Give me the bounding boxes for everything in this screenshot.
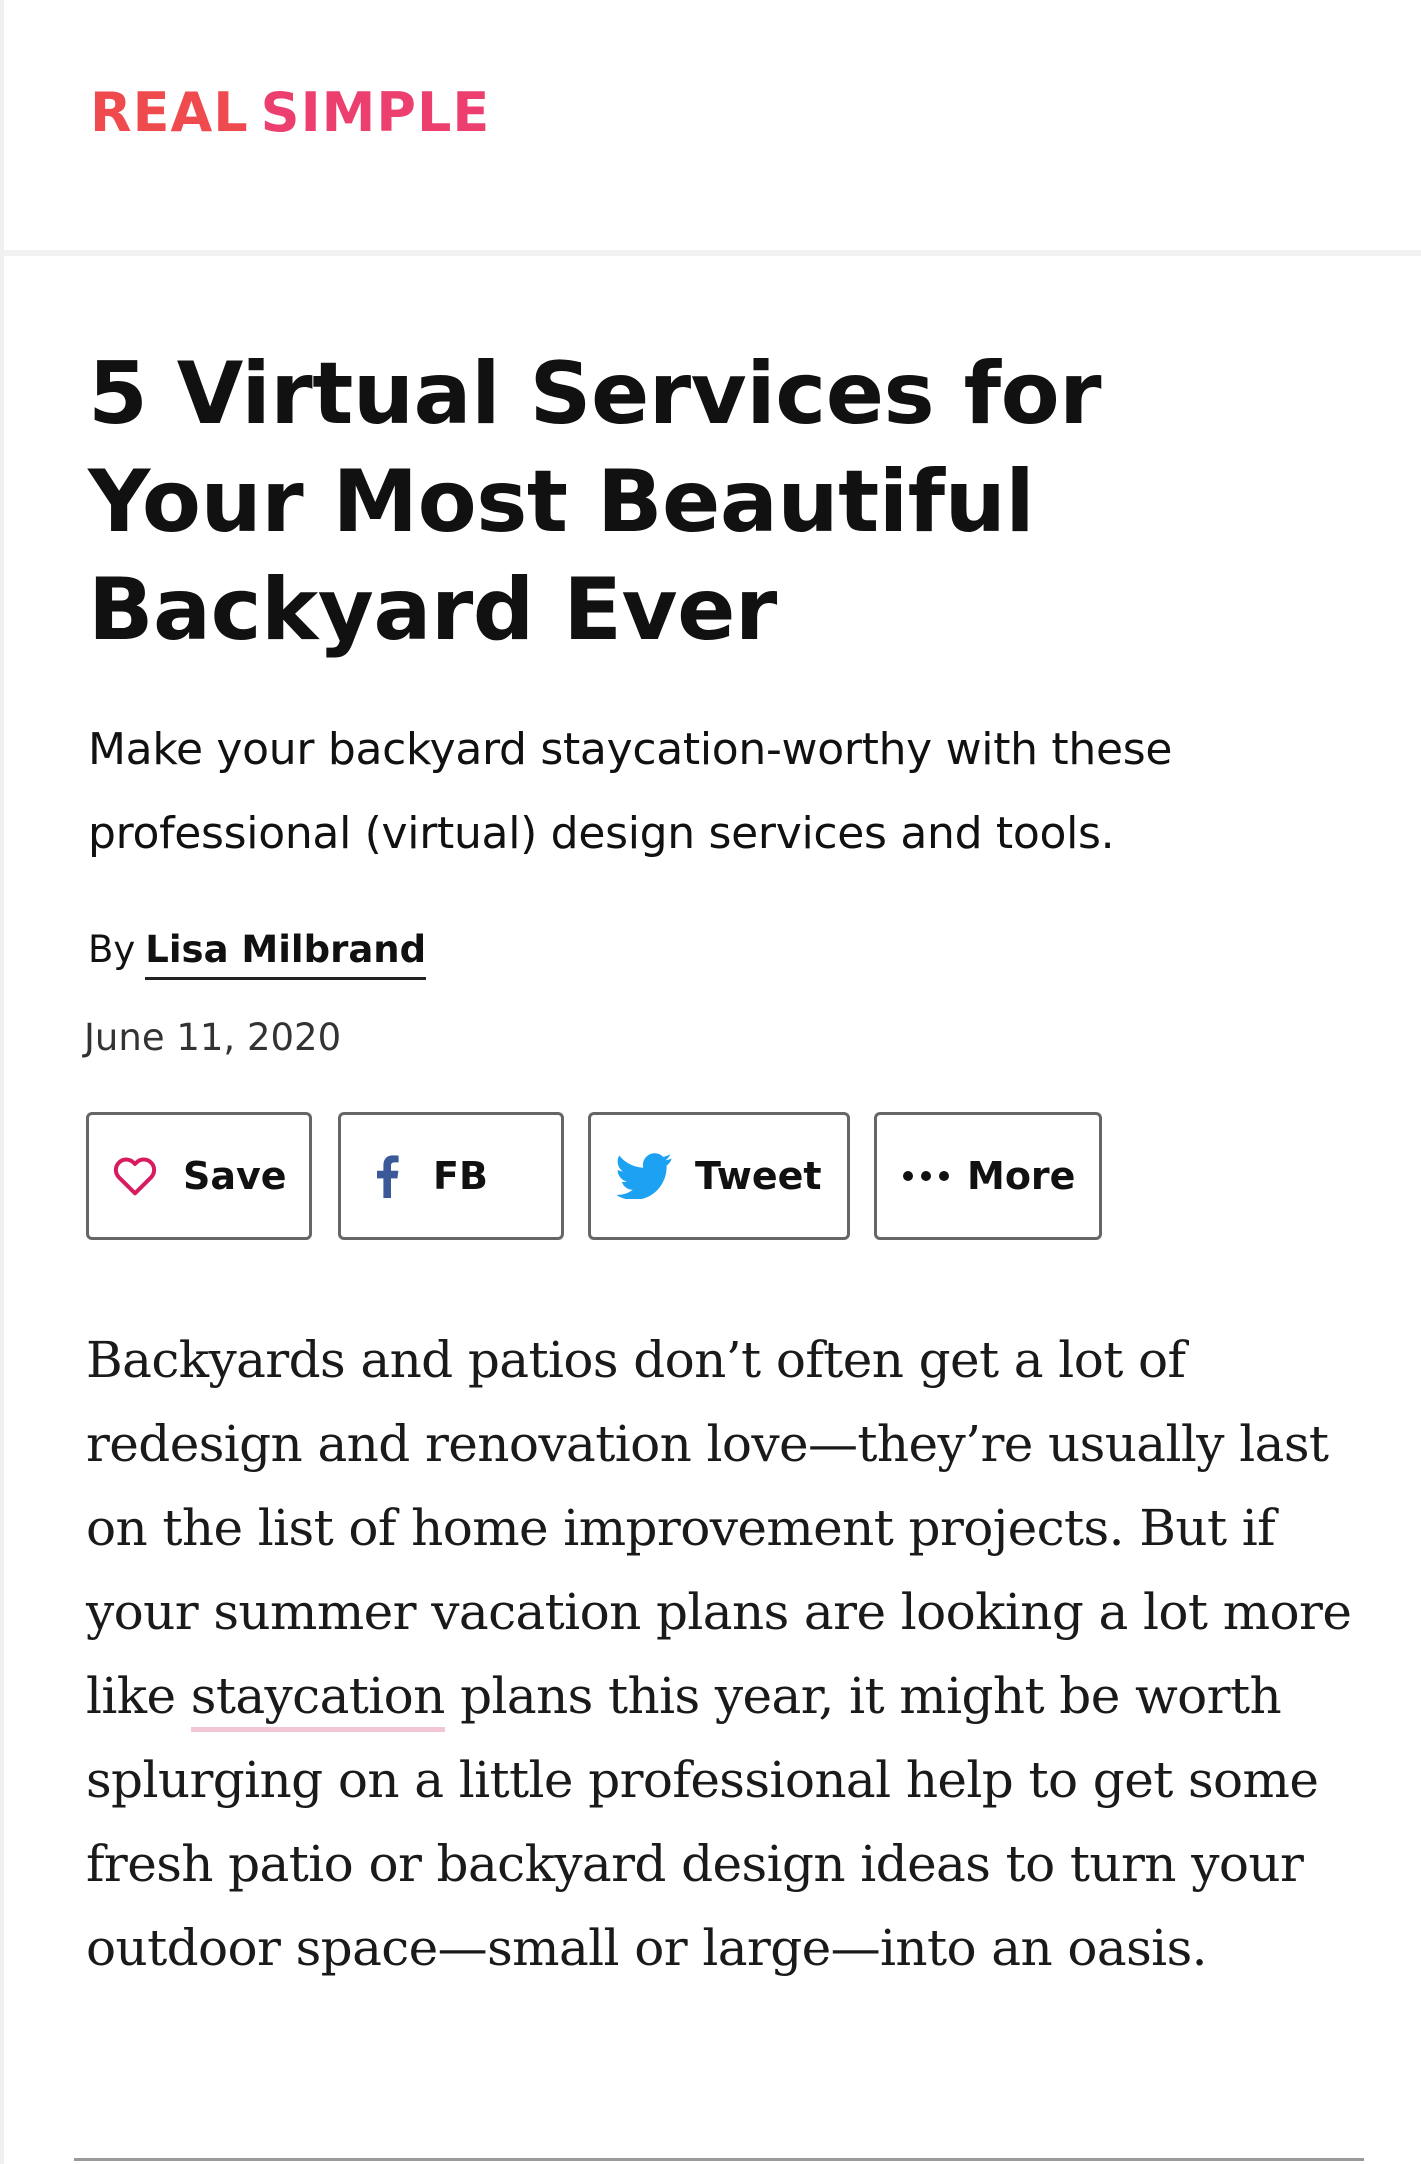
facebook-share-label: FB xyxy=(433,1154,488,1198)
more-share-button[interactable] xyxy=(874,1112,1102,1240)
article-dek: Make your backyard staycation-worthy with these professional (virtual) design services and tools. xyxy=(88,724,1173,859)
body-text-before-link: Backyards and patios don’t often get a lot of redesign and renovation love—they’re usually last on the list of home improvement projects. But if your summer vacation plans are looking a lot more like xyxy=(86,1331,1352,1725)
tweet-button[interactable] xyxy=(588,1112,850,1240)
tweet-button-label: Tweet xyxy=(695,1154,822,1198)
facebook-icon xyxy=(375,1154,399,1198)
byline-prefix: By xyxy=(88,928,136,971)
site-header xyxy=(4,0,1421,256)
save-button-label: Save xyxy=(183,1154,287,1198)
heart-outline-icon xyxy=(113,1156,157,1196)
article-body-paragraph xyxy=(86,1318,1356,1990)
facebook-share-button[interactable] xyxy=(338,1112,564,1240)
body-text-after-link: plans this year, it might be worth splurging on a little professional help to get some fresh patio or backyard design ideas to turn your outdoor space—small or large—into an oasis. xyxy=(86,1667,1319,1977)
author-link[interactable]: Lisa Milbrand xyxy=(145,928,426,980)
logo-word-real: REAL xyxy=(90,81,249,144)
ellipsis-icon xyxy=(901,1169,951,1183)
logo-word-simple: SIMPLE xyxy=(260,81,491,144)
publish-date: June 11, 2020 xyxy=(84,1016,342,1059)
more-button-label: More xyxy=(967,1154,1076,1198)
site-logo[interactable] xyxy=(90,81,491,144)
byline xyxy=(88,928,426,971)
save-button[interactable] xyxy=(86,1112,312,1240)
staycation-link[interactable]: staycation xyxy=(191,1667,445,1732)
twitter-bird-icon xyxy=(617,1153,673,1199)
section-divider xyxy=(74,2158,1364,2161)
article-headline: 5 Virtual Services for Your Most Beautiful Backyard Ever xyxy=(88,344,1102,660)
